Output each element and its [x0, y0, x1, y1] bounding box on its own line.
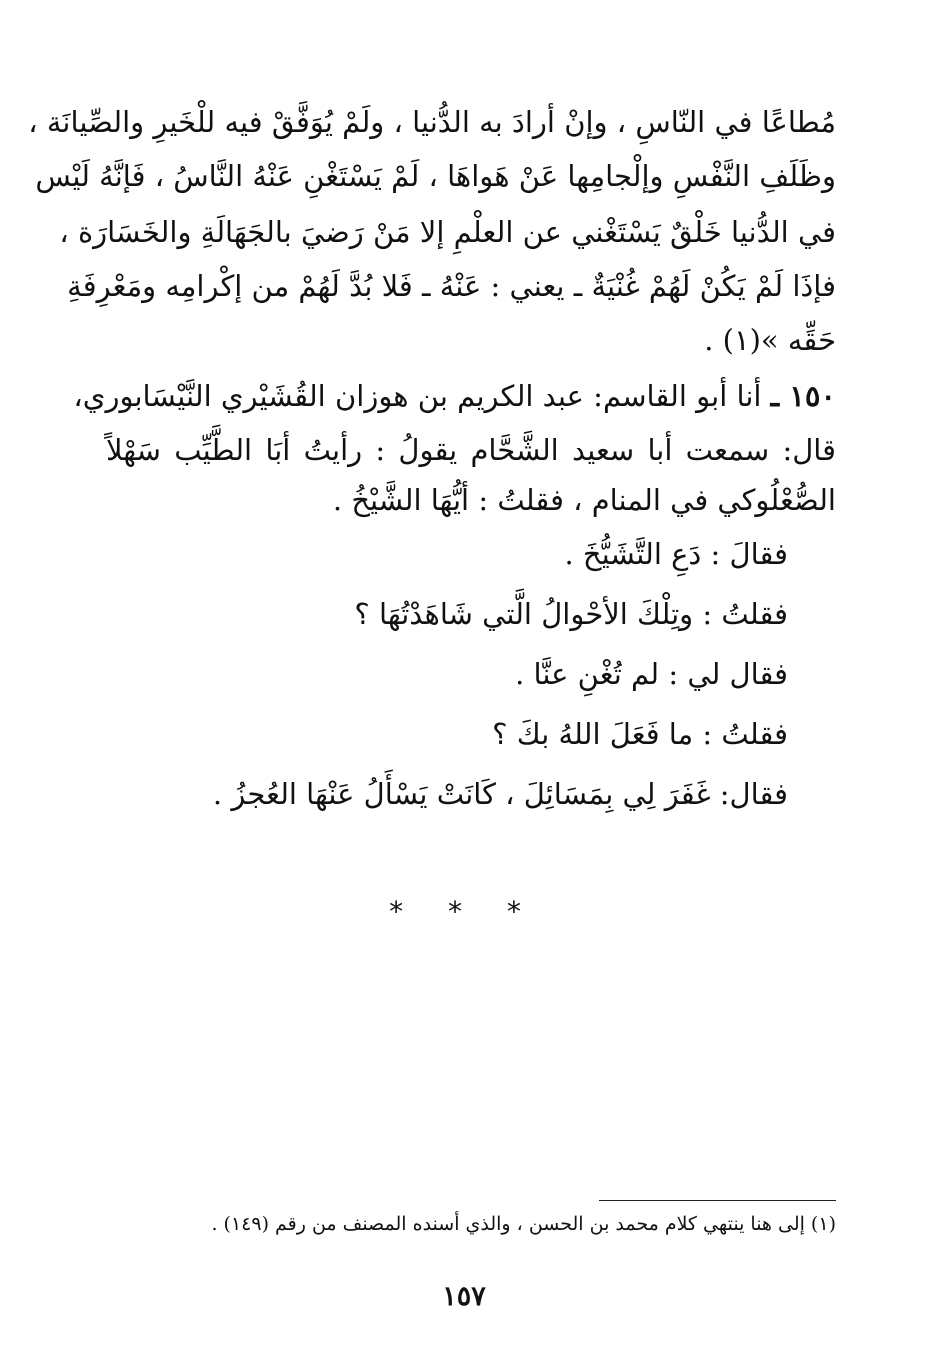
item-150-line-3: الصُّعْلُوكي في المنام ، فقلتُ : أيُّهَا الشَّيْخُ . — [332, 483, 836, 517]
paragraph-line-1: مُطاعًا في النّاسِ ، وإنْ أرادَ به الدُّنيا ، ولَمْ يُوَفَّقْ فيه للْخَيرِ والصِّيانَة ، — [28, 105, 836, 139]
footnote: (١) إلى هنا ينتهي كلام محمد بن الحسن ، والذي أسنده المصنف من رقم (١٤٩) . — [211, 1213, 836, 1235]
item-150-line-1-text: أنا أبو القاسم: عبد الكريم بن هوزان القُشَيْري النَّيْسَابوري، — [73, 379, 762, 413]
paragraph-line-5: حَقِّه »(١) . — [704, 323, 836, 357]
dialog-line-3: فقال لي : لم تُغْنِ عنَّا . — [515, 657, 788, 691]
footnote-divider — [599, 1200, 836, 1201]
paragraph-line-2: وظَلَفِ النَّفْسِ وإلْجامِها عَنْ هَواهَا ، لَمْ يَسْتَغْنِ عَنْهُ النَّاسُ ، فَإنَّهُ لَيْس — [35, 159, 836, 193]
paragraph-line-3: في الدُّنيا خَلْقٌ يَسْتَغْني عن العلْمِ إلا مَنْ رَضيَ بالجَهَالَةِ والخَسَارَة ، — [59, 215, 836, 249]
dialog-line-2: فقلتُ : وتِلْكَ الأحْوالُ الَّتي شَاهَدْتُهَا ؟ — [354, 597, 788, 631]
dialog-line-1: فقالَ : دَعِ التَّشَيُّخَ . — [564, 537, 788, 571]
dialog-line-4: فقلتُ : ما فَعَلَ اللهُ بكَ ؟ — [492, 717, 788, 751]
paragraph-line-4: فإذَا لَمْ يَكُنْ لَهُمْ غُنْيَةٌ ـ يعني : عَنْهُ ـ فَلا بُدَّ لَهُمْ من إكْرامِه ومَعْرِفَةِ — [67, 269, 836, 303]
dialog-line-5: فقال: غَفَرَ لِي بِمَسَائِلَ ، كَانَتْ يَسْأَلُ عَنْهَا العُجزُ . — [212, 777, 788, 811]
section-separator: * * * — [389, 895, 539, 928]
page-number: ١٥٧ — [442, 1281, 486, 1312]
item-number: ١٥٠ ـ — [770, 379, 836, 413]
item-150-line-2: قال: سمعت أبا سعيد الشَّحَّام يقولُ : رأيتُ أبَا الطَّيِّب سَهْلاً — [106, 433, 836, 467]
item-150-line-1 — [73, 376, 836, 416]
